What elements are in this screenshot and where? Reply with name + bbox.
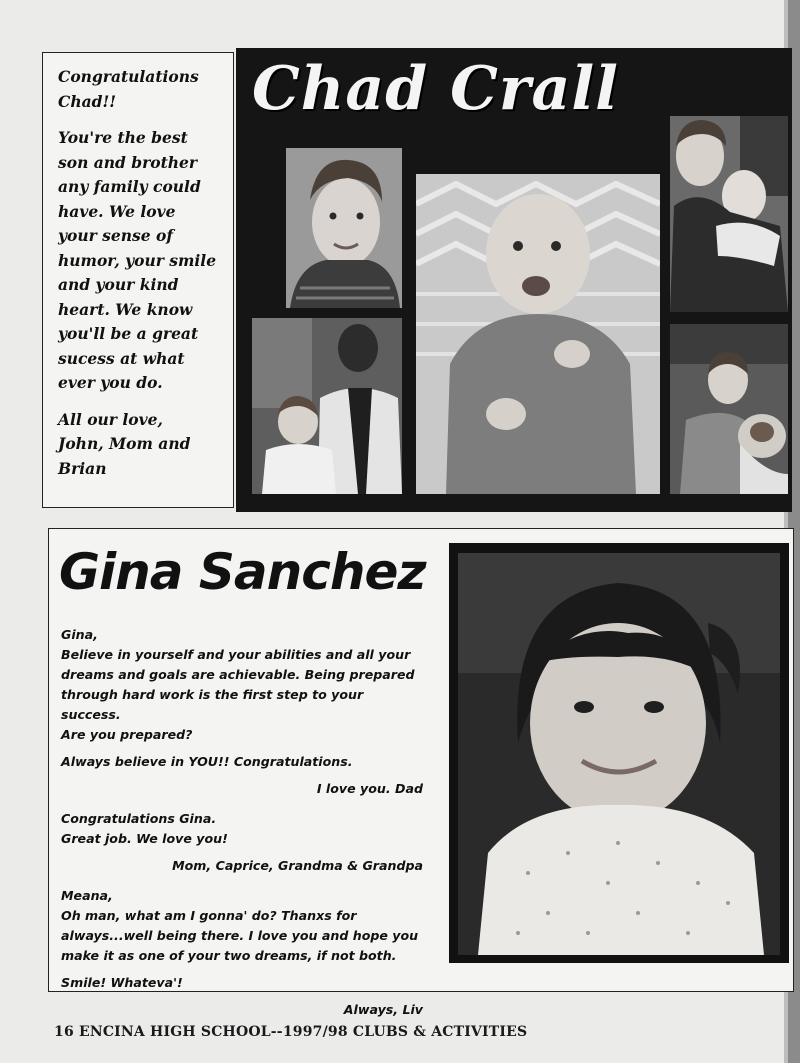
gina-signature-dad: I love you. Dad xyxy=(316,781,423,796)
gina-message-family: Congratulations Gina. Great job. We love you! xyxy=(61,811,228,846)
gina-photo-frame xyxy=(449,543,789,963)
photo-martial-arts xyxy=(252,318,402,494)
page-footer: 16 ENCINA HIGH SCHOOL--1997/98 CLUBS & ACTIVITIES xyxy=(54,1024,528,1040)
photo-baby xyxy=(416,174,660,494)
gina-message-dad: Gina, Believe in yourself and your abilities and all your dreams and goals are achievable. Being prepared through hard work is the first step to your success. Are you prepared? xyxy=(61,627,415,742)
photo-boy-portrait xyxy=(286,148,402,308)
ad-chad-crall xyxy=(42,48,792,512)
chad-name-title: Chad Crall xyxy=(252,54,619,124)
photo-girl-portrait xyxy=(458,553,780,955)
gina-message-smile: Smile! Whateva'! xyxy=(61,975,183,990)
chad-message-greeting: Congratulations Chad!! xyxy=(58,67,199,111)
gina-signature-liv: Always, Liv xyxy=(343,1002,423,1017)
gina-signature-family: Mom, Caprice, Grandma & Grandpa xyxy=(172,858,423,873)
gina-message xyxy=(61,625,423,1020)
gina-message-liv: Meana, Oh man, what am I gonna' do? Thanxs for always...well being there. I love you and hope you make it as one of your two dreams, if not both. xyxy=(61,888,419,963)
chad-message-body: You're the best son and brother any family could have. We love your sense of humor, your smile and your kind heart. We know you'll be a great sucess at what ever you do. xyxy=(58,128,217,392)
chad-message-signoff: All our love, John, Mom and Brian xyxy=(58,409,191,478)
ad-gina-sanchez xyxy=(48,528,794,1017)
gina-name-title: Gina Sanchez xyxy=(59,543,426,601)
photo-boy-with-dog xyxy=(670,324,788,494)
chad-photo-panel xyxy=(236,48,792,512)
gina-message-believe: Always believe in YOU!! Congratulations. xyxy=(61,754,353,769)
photo-boy-with-baby xyxy=(670,116,788,312)
chad-message-box xyxy=(42,52,234,508)
